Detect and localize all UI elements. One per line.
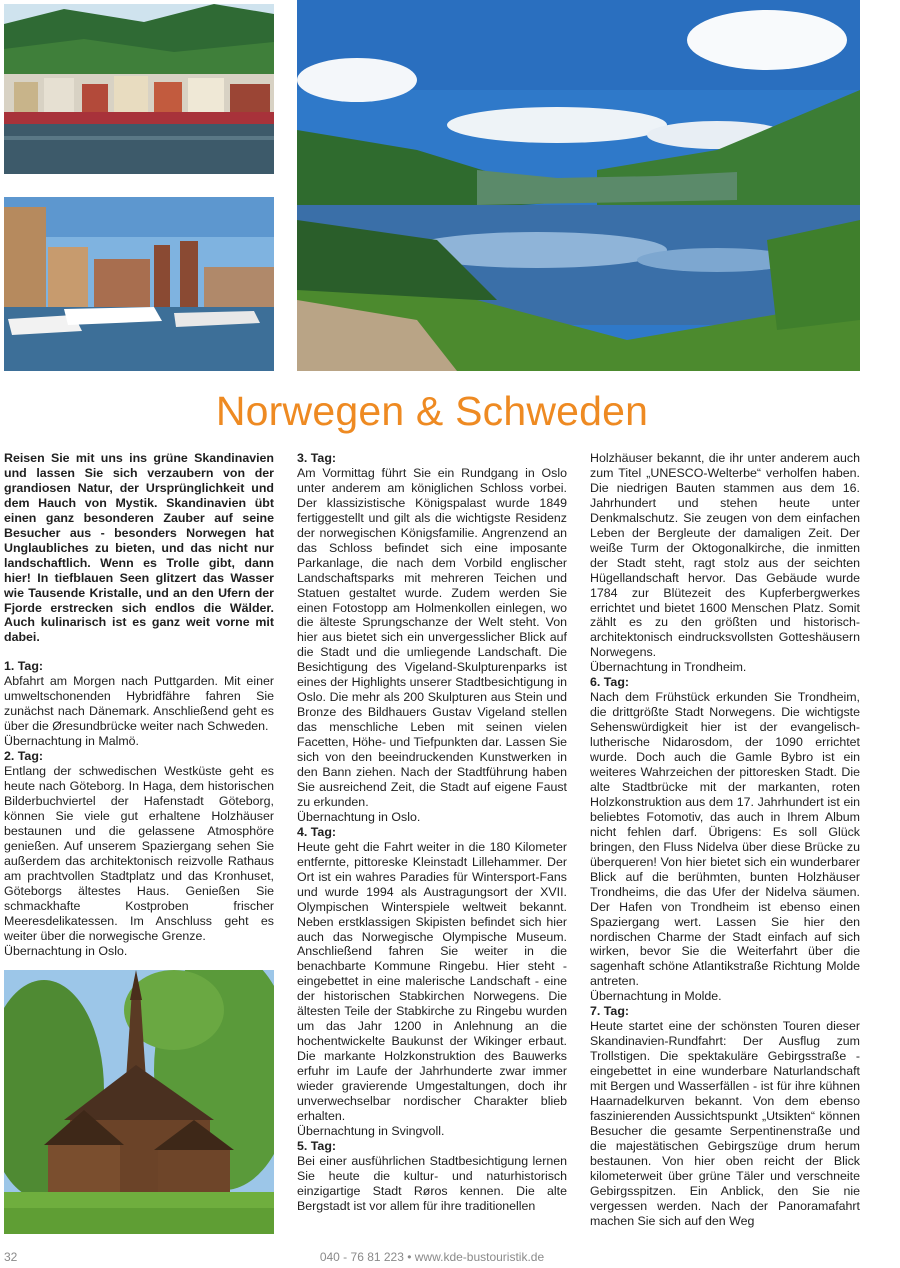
text-column-2 [297, 451, 567, 1214]
photo-bergen-harbour [4, 4, 274, 174]
day-description: Holzhäuser bekannt, die ihr unter anderem auch zum Titel „UNESCO-Welterbe“ verholfen haben. Die niedrigen Bauten stammen aus dem 16. Jahrhundert und stehen heute unter Denkmalschutz. Sie zeugen von dem einfachen Leben der Bergleute der damaligen Zeit. Der weiße Turm der Oktogonalkirche, die inmitten der Stadt steht, ragt stolz aus der seichten Hügellandschaft hervor. Das Gebäude wurde 1784 zur Blütezeit des Kupferbergwerkes errichtet und bietet 1600 Menschen Platz. Somit zählt es zu den größten und historisch-architektonisch eindrucksvollsten Gotteshäusern Norwegens. [590, 451, 860, 660]
text-column-1 [4, 451, 274, 958]
day-heading: 5. Tag: [297, 1138, 337, 1153]
day-description: Entlang der schwedischen Westküste geht es heute nach Göteborg. In Haga, dem historischen Bilderbuchviertel der Hafenstadt Göteborg, können Sie viele gut erhaltene Holzhäuser bestaunen und die gelassene Atmosphöre genießen. Auf unserem Spaziergang sehen Sie außerdem das architektonisch reizvolle Rathaus am prachtvollen Stadtplatz und das Kronhuset, Göteborgs ältestes Haus. Genießen Sie schmackhafte Kostproben frischer Meeresdelikatessen. Im Anschluss geht es weiter über die norwegische Grenze. [4, 764, 274, 943]
day-description: Bei einer ausführlichen Stadtbesichtigung lernen Sie heute die kultur- und naturhistorisch einzigartige Stadt Røros kennen. Die alte Bergstadt ist vor allem für ihre traditionellen [297, 1153, 567, 1213]
overnight-note: Übernachtung in Oslo. [4, 943, 128, 958]
footer-contact: 040 - 76 81 223 • www.kde-bustouristik.de [319, 1250, 545, 1264]
day-heading: 3. Tag: [297, 451, 337, 465]
text-column-3 [590, 451, 860, 1229]
overnight-note: Übernachtung in Malmö. [4, 734, 139, 749]
day-description: Abfahrt am Morgen nach Puttgarden. Mit einer umweltschonenden Hybridfähre fahren Sie zunächst nach Dänemark. Anschließend geht es über die Øresundbrücke weiter nach Schweden. [4, 674, 274, 734]
overnight-note: Übernachtung in Trondheim. [590, 660, 747, 675]
day-heading: 2. Tag: [4, 749, 44, 764]
day-heading: 4. Tag: [297, 824, 337, 839]
overnight-note: Übernachtung in Molde. [590, 989, 722, 1004]
day-heading: 1. Tag: [4, 659, 44, 674]
overnight-note: Übernachtung in Svingvoll. [297, 1123, 445, 1138]
day-heading: 6. Tag: [590, 675, 630, 690]
day-description: Am Vormittag führt Sie ein Rundgang in Oslo unter anderem am königlichen Schloss vorbei. Der klassizistische Königspalast wurde 1849 fertiggestellt und gilt als die wichtigste Residenz der norwegischen Königsfamilie. Angrenzend an das Schloss befindet sich eine imposante Parkanlage, die nach dem Vorbild englischer Landschaftsparks mit mehreren Teichen und Statuen gestaltet wurde. Zudem werden Sie einen Fotostopp am Holmenkollen einlegen, wo die älteste Sprungschanze der Welt steht. Von hier aus bietet sich ein unvergesslicher Blick auf die Stadt und die umliegende Landschaft. Die Besichtigung des Vigeland-Skulpturenparks ist eines der Highlights unserer Stadtbesichtigung in Oslo. Die mehr als 200 Skulpturen aus Stein und Bronze des Bildhauers Gustav Vigeland stellen das menschliche Leben mit seinen vielen Facetten, Höhe- und Tiefpunkten dar. Lassen Sie sich von den beeindruckenden Kunstwerken in den Bann ziehen. Nach der Stadtführung haben Sie ausreichend Zeit, die Stadt auf eigene Faust zu erkunden. [297, 465, 567, 809]
page-number: 32 [4, 1250, 18, 1264]
day-heading: 7. Tag: [590, 1004, 630, 1019]
page-title: Norwegen & Schweden [215, 388, 649, 434]
overnight-note: Übernachtung in Oslo. [297, 809, 421, 824]
photo-stave-church [4, 970, 274, 1234]
day-description: Heute startet eine der schönsten Touren dieser Skandinavien-Rundfahrt: Der Ausflug zum Trollstigen. Die spektakuläre Gebirgsstraße - eingebettet in eine wunderbare Naturlandschaft mit Bergen und Wasserfällen - ist für ihre kühnen Haarnadelkurven bekannt. Von dem ebenso faszinierenden Aussichtspunkt „Utsikten“ können Besucher die gesamte Serpentinenstraße und die majestätischen Gebirgszüge drum herum bestaunen. Von hier oben reicht der Blick kilometerweit über grüne Täler und verschneite Gebirgsspitzen. Ein Anblick, den Sie nie vergessen werden. Nach der Panoramafahrt machen Sie sich auf den Weg [590, 1019, 860, 1228]
intro-paragraph: Reisen Sie mit uns ins grüne Skandinavien und lassen Sie sich verzaubern von der grandiosen Natur, der Ursprünglichkeit und dem Hauch von Mystik. Skandinavien übt einen ganz besonderen Zauber auf seine Besucher aus - besonders Norwegen hat Unglaubliches zu bieten, und das nicht nur landschaftlich. Wenn es Trolle gibt, dann hier! In tiefblauen Seen glitzert das Wasser wie Tausende Kristalle, und an den Ufern der Fjorde erstrecken sich endlos die Wälder. Auch kulinarisch ist es ganz weit vorne mit dabei. [4, 451, 274, 645]
day-description: Heute geht die Fahrt weiter in die 180 Kilometer entfernte, pittoreske Kleinstadt Lillehammer. Der Ort ist ein wahres Paradies für Wintersport-Fans und wurde 1994 als Austragungsort der XVII. Olympischen Winterspiele weltweit bekannt. Neben erstklassigen Skipisten befindet sich hier auch das Norwegische Olympische Museum. Anschließend fahren Sie weiter in die benachbarte Kommune Ringebu. Hier steht - eingebettet in eine malerische Landschaft - eine der historischen Stabkirchen Norwegens. Die ältesten Teile der Stabkirche zu Ringebu wurden um das Jahr 1200 in Anlehnung an die hochentwickelte Baukunst der Wikinger erbaut. Die markante Holzkonstruktion des Bauwerks erfuhr im Laufe der Jahrhunderte zwar immer wieder gravierende Umgestaltungen, doch ihr unverwechselbar nordischer Charakter blieb erhalten. [297, 839, 567, 1123]
photo-oslo-harbour [4, 197, 274, 371]
photo-fjord-landscape [297, 0, 860, 371]
day-description: Nach dem Frühstück erkunden Sie Trondheim, die drittgrößte Stadt Norwegens. Die wichtigste Sehenswürdigkeit hier ist der evangelisch-lutherische Nidarosdom, der 1090 errichtet wurde. Doch auch die Gamle Bybro ist ein weiteres Wahrzeichen der pittoresken Stadt. Die alte Stadtbrücke mit der markanten, roten Holzkonstruktion aus dem 17. Jahrhundert ist ein beliebtes Fotomotiv, das auch in Ihrem Album nicht fehlen darf. Übrigens: Es soll Glück bringen, den Fluss Nidelva über diese Brücke zu überqueren! Von hier bietet sich ein wunderbarer Blick auf die berühmten, bunten Holzhäuser Trondheims, die das Ufer der Nidelva säumen. Der Hafen von Trondheim ist ebenso einen Spaziergang wert. Lassen Sie hier den nordischen Charme der Stadt einfach auf sich wirken, bevor Sie die Weiterfahrt über die sagenhaft schöne Atlantikstraße Richtung Molde antreten. [590, 690, 860, 989]
